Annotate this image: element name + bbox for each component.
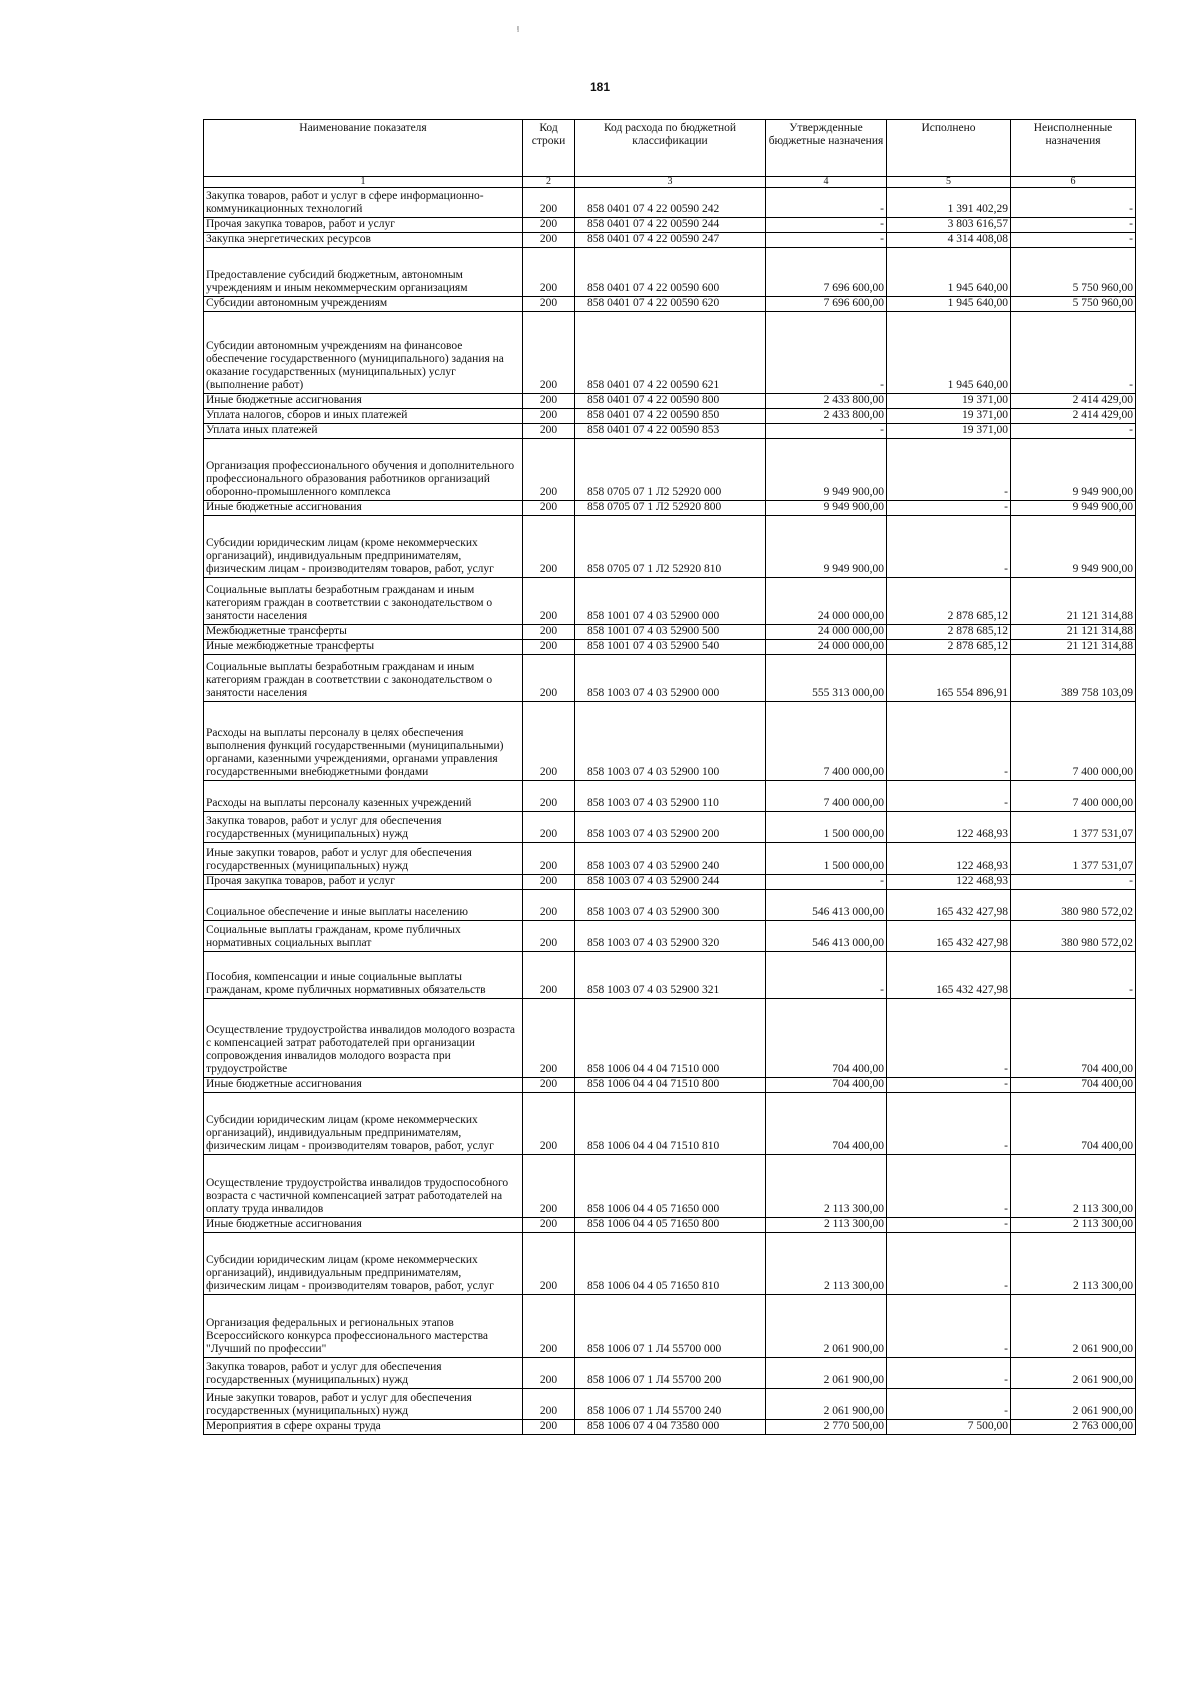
row-code: 200 xyxy=(523,578,575,625)
classification-code: 858 1006 07 1 Л4 55700 240 xyxy=(575,1389,766,1420)
row-code: 200 xyxy=(523,439,575,501)
indicator-name: Осуществление трудоустройства инвалидов трудоспособного возраста с частичной компенсацией затрат работодателей на оплату труда инвалидов xyxy=(204,1155,523,1218)
classification-code: 858 0401 07 4 22 00590 242 xyxy=(575,188,766,218)
approved-amount: - xyxy=(766,218,887,233)
unexecuted-amount: 2 061 900,00 xyxy=(1011,1295,1136,1358)
row-code: 200 xyxy=(523,516,575,578)
approved-amount: 7 400 000,00 xyxy=(766,702,887,781)
unexecuted-amount: - xyxy=(1011,424,1136,439)
table-row xyxy=(204,409,1136,424)
table-row xyxy=(204,1295,1136,1358)
header-indicator-name: Наименование показателя xyxy=(204,120,523,177)
table-row xyxy=(204,875,1136,890)
classification-code: 858 1006 07 1 Л4 55700 200 xyxy=(575,1358,766,1389)
executed-amount: 1 945 640,00 xyxy=(887,312,1011,394)
header-unexecuted: Неисполненные назначения xyxy=(1011,120,1136,177)
table-row xyxy=(204,188,1136,218)
table-row xyxy=(204,1358,1136,1389)
approved-amount: 546 413 000,00 xyxy=(766,921,887,952)
indicator-name: Организация федеральных и региональных этапов Всероссийского конкурса профессионального мастерства "Лучший по профессии" xyxy=(204,1295,523,1358)
classification-code: 858 1006 04 4 05 71650 000 xyxy=(575,1155,766,1218)
executed-amount: 1 391 402,29 xyxy=(887,188,1011,218)
indicator-name: Закупка товаров, работ и услуг для обеспечения государственных (муниципальных) нужд xyxy=(204,1358,523,1389)
executed-amount: - xyxy=(887,999,1011,1078)
approved-amount: 24 000 000,00 xyxy=(766,578,887,625)
table-row xyxy=(204,1078,1136,1093)
indicator-name: Субсидии автономным учреждениям xyxy=(204,297,523,312)
header-classification-code: Код расхода по бюджетной классификации xyxy=(575,120,766,177)
indicator-name: Иные бюджетные ассигнования xyxy=(204,1078,523,1093)
row-code: 200 xyxy=(523,890,575,921)
executed-amount: 7 500,00 xyxy=(887,1420,1011,1435)
classification-code: 858 1006 07 4 04 73580 000 xyxy=(575,1420,766,1435)
row-code: 200 xyxy=(523,1233,575,1295)
approved-amount: 7 400 000,00 xyxy=(766,781,887,812)
indicator-name: Предоставление субсидий бюджетным, автономным учреждениям и иным некоммерческим организациям xyxy=(204,248,523,297)
indicator-name: Социальные выплаты гражданам, кроме публичных нормативных социальных выплат xyxy=(204,921,523,952)
executed-amount: 19 371,00 xyxy=(887,394,1011,409)
row-code: 200 xyxy=(523,1295,575,1358)
table-row xyxy=(204,655,1136,702)
header-approved: Утвержденные бюджетные назначения xyxy=(766,120,887,177)
unexecuted-amount: - xyxy=(1011,233,1136,248)
table-row xyxy=(204,781,1136,812)
executed-amount: - xyxy=(887,1218,1011,1233)
classification-code: 858 1003 07 4 03 52900 320 xyxy=(575,921,766,952)
unexecuted-amount: 704 400,00 xyxy=(1011,1078,1136,1093)
indicator-name: Расходы на выплаты персоналу казенных учреждений xyxy=(204,781,523,812)
table-row xyxy=(204,424,1136,439)
row-code: 200 xyxy=(523,952,575,999)
row-code: 200 xyxy=(523,781,575,812)
unexecuted-amount: 2 763 000,00 xyxy=(1011,1420,1136,1435)
unexecuted-amount: 2 414 429,00 xyxy=(1011,409,1136,424)
indicator-name: Иные закупки товаров, работ и услуг для обеспечения государственных (муниципальных) нужд xyxy=(204,843,523,875)
approved-amount: - xyxy=(766,233,887,248)
row-code: 200 xyxy=(523,424,575,439)
classification-code: 858 0401 07 4 22 00590 244 xyxy=(575,218,766,233)
approved-amount: 2 113 300,00 xyxy=(766,1218,887,1233)
indicator-name: Иные закупки товаров, работ и услуг для обеспечения государственных (муниципальных) нужд xyxy=(204,1389,523,1420)
row-code: 200 xyxy=(523,218,575,233)
classification-code: 858 1006 04 4 04 71510 800 xyxy=(575,1078,766,1093)
row-code: 200 xyxy=(523,1389,575,1420)
table-row xyxy=(204,233,1136,248)
classification-code: 858 1006 04 4 05 71650 810 xyxy=(575,1233,766,1295)
unexecuted-amount: - xyxy=(1011,188,1136,218)
indicator-name: Иные бюджетные ассигнования xyxy=(204,501,523,516)
classification-code: 858 0401 07 4 22 00590 247 xyxy=(575,233,766,248)
executed-amount: 165 432 427,98 xyxy=(887,921,1011,952)
indicator-name: Мероприятия в сфере охраны труда xyxy=(204,1420,523,1435)
row-code: 200 xyxy=(523,394,575,409)
approved-amount: 1 500 000,00 xyxy=(766,812,887,843)
indicator-name: Уплата иных платежей xyxy=(204,424,523,439)
approved-amount: - xyxy=(766,188,887,218)
table-row xyxy=(204,394,1136,409)
header-row-code: Код строки xyxy=(523,120,575,177)
indicator-name: Прочая закупка товаров, работ и услуг xyxy=(204,875,523,890)
row-code: 200 xyxy=(523,702,575,781)
classification-code: 858 1006 07 1 Л4 55700 000 xyxy=(575,1295,766,1358)
approved-amount: 2 113 300,00 xyxy=(766,1233,887,1295)
row-code: 200 xyxy=(523,875,575,890)
unexecuted-amount: 380 980 572,02 xyxy=(1011,921,1136,952)
executed-amount: - xyxy=(887,1155,1011,1218)
classification-code: 858 1001 07 4 03 52900 000 xyxy=(575,578,766,625)
indicator-name: Осуществление трудоустройства инвалидов молодого возраста с компенсацией затрат работодателей при организации сопровождения инвалидов молодого возраста при трудоустройстве xyxy=(204,999,523,1078)
indicator-name: Социальные выплаты безработным гражданам и иным категориям граждан в соответствии с законодательством о занятости населения xyxy=(204,578,523,625)
classification-code: 858 0705 07 1 Л2 52920 800 xyxy=(575,501,766,516)
approved-amount: 9 949 900,00 xyxy=(766,501,887,516)
executed-amount: 19 371,00 xyxy=(887,424,1011,439)
classification-code: 858 1003 07 4 03 52900 300 xyxy=(575,890,766,921)
indicator-name: Субсидии автономным учреждениям на финансовое обеспечение государственного (муниципального) задания на оказание государственных (муниципальных) услуг (выполнение работ) xyxy=(204,312,523,394)
executed-amount: - xyxy=(887,1093,1011,1155)
scan-mark: ᵎ xyxy=(517,22,520,37)
approved-amount: 24 000 000,00 xyxy=(766,625,887,640)
row-code: 200 xyxy=(523,843,575,875)
unexecuted-amount: 2 061 900,00 xyxy=(1011,1389,1136,1420)
table-row xyxy=(204,248,1136,297)
executed-amount: - xyxy=(887,516,1011,578)
approved-amount: 704 400,00 xyxy=(766,1093,887,1155)
executed-amount: - xyxy=(887,781,1011,812)
unexecuted-amount: 380 980 572,02 xyxy=(1011,890,1136,921)
indicator-name: Субсидии юридическим лицам (кроме некоммерческих организаций), индивидуальным предпринимателям, физическим лицам - производителям товаров, работ, услуг xyxy=(204,1233,523,1295)
table-row xyxy=(204,1420,1136,1435)
approved-amount: - xyxy=(766,424,887,439)
classification-code: 858 1006 04 4 05 71650 800 xyxy=(575,1218,766,1233)
unexecuted-amount: - xyxy=(1011,218,1136,233)
unexecuted-amount: 2 061 900,00 xyxy=(1011,1358,1136,1389)
executed-amount: - xyxy=(887,1078,1011,1093)
classification-code: 858 1006 04 4 04 71510 810 xyxy=(575,1093,766,1155)
executed-amount: - xyxy=(887,702,1011,781)
table-row xyxy=(204,1093,1136,1155)
page-number: 181 xyxy=(589,80,611,94)
classification-code: 858 0401 07 4 22 00590 800 xyxy=(575,394,766,409)
executed-amount: 122 468,93 xyxy=(887,812,1011,843)
table-row xyxy=(204,640,1136,655)
row-code: 200 xyxy=(523,297,575,312)
approved-amount: 2 770 500,00 xyxy=(766,1420,887,1435)
unexecuted-amount: 704 400,00 xyxy=(1011,1093,1136,1155)
indicator-name: Межбюджетные трансферты xyxy=(204,625,523,640)
approved-amount: 2 061 900,00 xyxy=(766,1389,887,1420)
table-row xyxy=(204,516,1136,578)
executed-amount: - xyxy=(887,1389,1011,1420)
classification-code: 858 0401 07 4 22 00590 621 xyxy=(575,312,766,394)
column-number: 2 xyxy=(523,177,575,188)
row-code: 200 xyxy=(523,921,575,952)
approved-amount: 2 433 800,00 xyxy=(766,394,887,409)
indicator-name: Субсидии юридическим лицам (кроме некоммерческих организаций), индивидуальным предпринимателям, физическим лицам - производителям товаров, работ, услуг xyxy=(204,516,523,578)
row-code: 200 xyxy=(523,233,575,248)
executed-amount: 122 468,93 xyxy=(887,843,1011,875)
executed-amount: 2 878 685,12 xyxy=(887,578,1011,625)
table-row xyxy=(204,890,1136,921)
indicator-name: Закупка энергетических ресурсов xyxy=(204,233,523,248)
executed-amount: - xyxy=(887,501,1011,516)
indicator-name: Субсидии юридическим лицам (кроме некоммерческих организаций), индивидуальным предпринимателям, физическим лицам - производителям товаров, работ, услуг xyxy=(204,1093,523,1155)
table-row xyxy=(204,843,1136,875)
row-code: 200 xyxy=(523,812,575,843)
indicator-name: Пособия, компенсации и иные социальные выплаты гражданам, кроме публичных нормативных обязательств xyxy=(204,952,523,999)
indicator-name: Закупка товаров, работ и услуг в сфере информационно-коммуникационных технологий xyxy=(204,188,523,218)
executed-amount: 165 554 896,91 xyxy=(887,655,1011,702)
unexecuted-amount: 5 750 960,00 xyxy=(1011,297,1136,312)
row-code: 200 xyxy=(523,188,575,218)
unexecuted-amount: - xyxy=(1011,312,1136,394)
indicator-name: Иные бюджетные ассигнования xyxy=(204,1218,523,1233)
executed-amount: 165 432 427,98 xyxy=(887,890,1011,921)
approved-amount: 7 696 600,00 xyxy=(766,297,887,312)
indicator-name: Уплата налогов, сборов и иных платежей xyxy=(204,409,523,424)
table-row xyxy=(204,312,1136,394)
table-row xyxy=(204,999,1136,1078)
classification-code: 858 0705 07 1 Л2 52920 000 xyxy=(575,439,766,501)
indicator-name: Закупка товаров, работ и услуг для обеспечения государственных (муниципальных) нужд xyxy=(204,812,523,843)
unexecuted-amount: - xyxy=(1011,952,1136,999)
table-row xyxy=(204,1233,1136,1295)
unexecuted-amount: 7 400 000,00 xyxy=(1011,702,1136,781)
unexecuted-amount: 9 949 900,00 xyxy=(1011,516,1136,578)
approved-amount: 9 949 900,00 xyxy=(766,516,887,578)
table-row xyxy=(204,439,1136,501)
classification-code: 858 1003 07 4 03 52900 321 xyxy=(575,952,766,999)
indicator-name: Прочая закупка товаров, работ и услуг xyxy=(204,218,523,233)
executed-amount: 4 314 408,08 xyxy=(887,233,1011,248)
indicator-name: Социальные выплаты безработным гражданам и иным категориям граждан в соответствии с законодательством о занятости населения xyxy=(204,655,523,702)
table-row xyxy=(204,702,1136,781)
column-number: 6 xyxy=(1011,177,1136,188)
table-row xyxy=(204,501,1136,516)
row-code: 200 xyxy=(523,655,575,702)
header-executed: Исполнено xyxy=(887,120,1011,177)
unexecuted-amount: 9 949 900,00 xyxy=(1011,501,1136,516)
budget-execution-table xyxy=(203,119,1136,1435)
executed-amount: - xyxy=(887,1295,1011,1358)
unexecuted-amount: 5 750 960,00 xyxy=(1011,248,1136,297)
row-code: 200 xyxy=(523,1358,575,1389)
approved-amount: 2 061 900,00 xyxy=(766,1358,887,1389)
approved-amount: 2 433 800,00 xyxy=(766,409,887,424)
executed-amount: 19 371,00 xyxy=(887,409,1011,424)
unexecuted-amount: 2 113 300,00 xyxy=(1011,1155,1136,1218)
approved-amount: 2 061 900,00 xyxy=(766,1295,887,1358)
row-code: 200 xyxy=(523,640,575,655)
classification-code: 858 1003 07 4 03 52900 100 xyxy=(575,702,766,781)
table-row xyxy=(204,921,1136,952)
approved-amount: - xyxy=(766,875,887,890)
unexecuted-amount: 389 758 103,09 xyxy=(1011,655,1136,702)
unexecuted-amount: 21 121 314,88 xyxy=(1011,578,1136,625)
unexecuted-amount: 2 113 300,00 xyxy=(1011,1233,1136,1295)
row-code: 200 xyxy=(523,312,575,394)
indicator-name: Организация профессионального обучения и дополнительного профессионального образования работников организаций оборонно-промышленного комплекса xyxy=(204,439,523,501)
table-row xyxy=(204,1218,1136,1233)
approved-amount: 1 500 000,00 xyxy=(766,843,887,875)
classification-code: 858 1003 07 4 03 52900 110 xyxy=(575,781,766,812)
classification-code: 858 1003 07 4 03 52900 244 xyxy=(575,875,766,890)
executed-amount: 1 945 640,00 xyxy=(887,297,1011,312)
unexecuted-amount: - xyxy=(1011,875,1136,890)
classification-code: 858 1003 07 4 03 52900 240 xyxy=(575,843,766,875)
unexecuted-amount: 1 377 531,07 xyxy=(1011,812,1136,843)
row-code: 200 xyxy=(523,1218,575,1233)
unexecuted-amount: 2 113 300,00 xyxy=(1011,1218,1136,1233)
column-number: 3 xyxy=(575,177,766,188)
classification-code: 858 0401 07 4 22 00590 850 xyxy=(575,409,766,424)
table-row xyxy=(204,625,1136,640)
executed-amount: 1 945 640,00 xyxy=(887,248,1011,297)
table-row xyxy=(204,297,1136,312)
approved-amount: - xyxy=(766,312,887,394)
approved-amount: 2 113 300,00 xyxy=(766,1155,887,1218)
classification-code: 858 0401 07 4 22 00590 600 xyxy=(575,248,766,297)
classification-code: 858 1003 07 4 03 52900 000 xyxy=(575,655,766,702)
classification-code: 858 1001 07 4 03 52900 540 xyxy=(575,640,766,655)
executed-amount: 122 468,93 xyxy=(887,875,1011,890)
row-code: 200 xyxy=(523,625,575,640)
row-code: 200 xyxy=(523,501,575,516)
table-body xyxy=(204,188,1136,1435)
approved-amount: 7 696 600,00 xyxy=(766,248,887,297)
unexecuted-amount: 704 400,00 xyxy=(1011,999,1136,1078)
classification-code: 858 0401 07 4 22 00590 853 xyxy=(575,424,766,439)
table-row xyxy=(204,1389,1136,1420)
unexecuted-amount: 1 377 531,07 xyxy=(1011,843,1136,875)
executed-amount: 2 878 685,12 xyxy=(887,640,1011,655)
unexecuted-amount: 7 400 000,00 xyxy=(1011,781,1136,812)
approved-amount: 24 000 000,00 xyxy=(766,640,887,655)
indicator-name: Иные бюджетные ассигнования xyxy=(204,394,523,409)
unexecuted-amount: 21 121 314,88 xyxy=(1011,625,1136,640)
executed-amount: - xyxy=(887,439,1011,501)
approved-amount: 704 400,00 xyxy=(766,1078,887,1093)
executed-amount: - xyxy=(887,1233,1011,1295)
row-code: 200 xyxy=(523,999,575,1078)
column-number: 4 xyxy=(766,177,887,188)
executed-amount: 3 803 616,57 xyxy=(887,218,1011,233)
executed-amount: 2 878 685,12 xyxy=(887,625,1011,640)
approved-amount: 555 313 000,00 xyxy=(766,655,887,702)
row-code: 200 xyxy=(523,1155,575,1218)
unexecuted-amount: 9 949 900,00 xyxy=(1011,439,1136,501)
executed-amount: - xyxy=(887,1358,1011,1389)
indicator-name: Иные межбюджетные трансферты xyxy=(204,640,523,655)
row-code: 200 xyxy=(523,409,575,424)
approved-amount: - xyxy=(766,952,887,999)
column-number: 1 xyxy=(204,177,523,188)
classification-code: 858 0401 07 4 22 00590 620 xyxy=(575,297,766,312)
approved-amount: 546 413 000,00 xyxy=(766,890,887,921)
table-row xyxy=(204,1155,1136,1218)
table-row xyxy=(204,578,1136,625)
header-row xyxy=(204,120,1136,177)
row-code: 200 xyxy=(523,1420,575,1435)
classification-code: 858 1006 04 4 04 71510 000 xyxy=(575,999,766,1078)
unexecuted-amount: 21 121 314,88 xyxy=(1011,640,1136,655)
column-number-row xyxy=(204,177,1136,188)
table-row xyxy=(204,218,1136,233)
unexecuted-amount: 2 414 429,00 xyxy=(1011,394,1136,409)
classification-code: 858 0705 07 1 Л2 52920 810 xyxy=(575,516,766,578)
column-number: 5 xyxy=(887,177,1011,188)
indicator-name: Расходы на выплаты персоналу в целях обеспечения выполнения функций государственными (муниципальными) органами, казенными учреждениями, органами управления государственными внебюджетными фондами xyxy=(204,702,523,781)
table-row xyxy=(204,952,1136,999)
row-code: 200 xyxy=(523,248,575,297)
approved-amount: 9 949 900,00 xyxy=(766,439,887,501)
executed-amount: 165 432 427,98 xyxy=(887,952,1011,999)
row-code: 200 xyxy=(523,1078,575,1093)
row-code: 200 xyxy=(523,1093,575,1155)
approved-amount: 704 400,00 xyxy=(766,999,887,1078)
table-row xyxy=(204,812,1136,843)
classification-code: 858 1003 07 4 03 52900 200 xyxy=(575,812,766,843)
classification-code: 858 1001 07 4 03 52900 500 xyxy=(575,625,766,640)
indicator-name: Социальное обеспечение и иные выплаты населению xyxy=(204,890,523,921)
